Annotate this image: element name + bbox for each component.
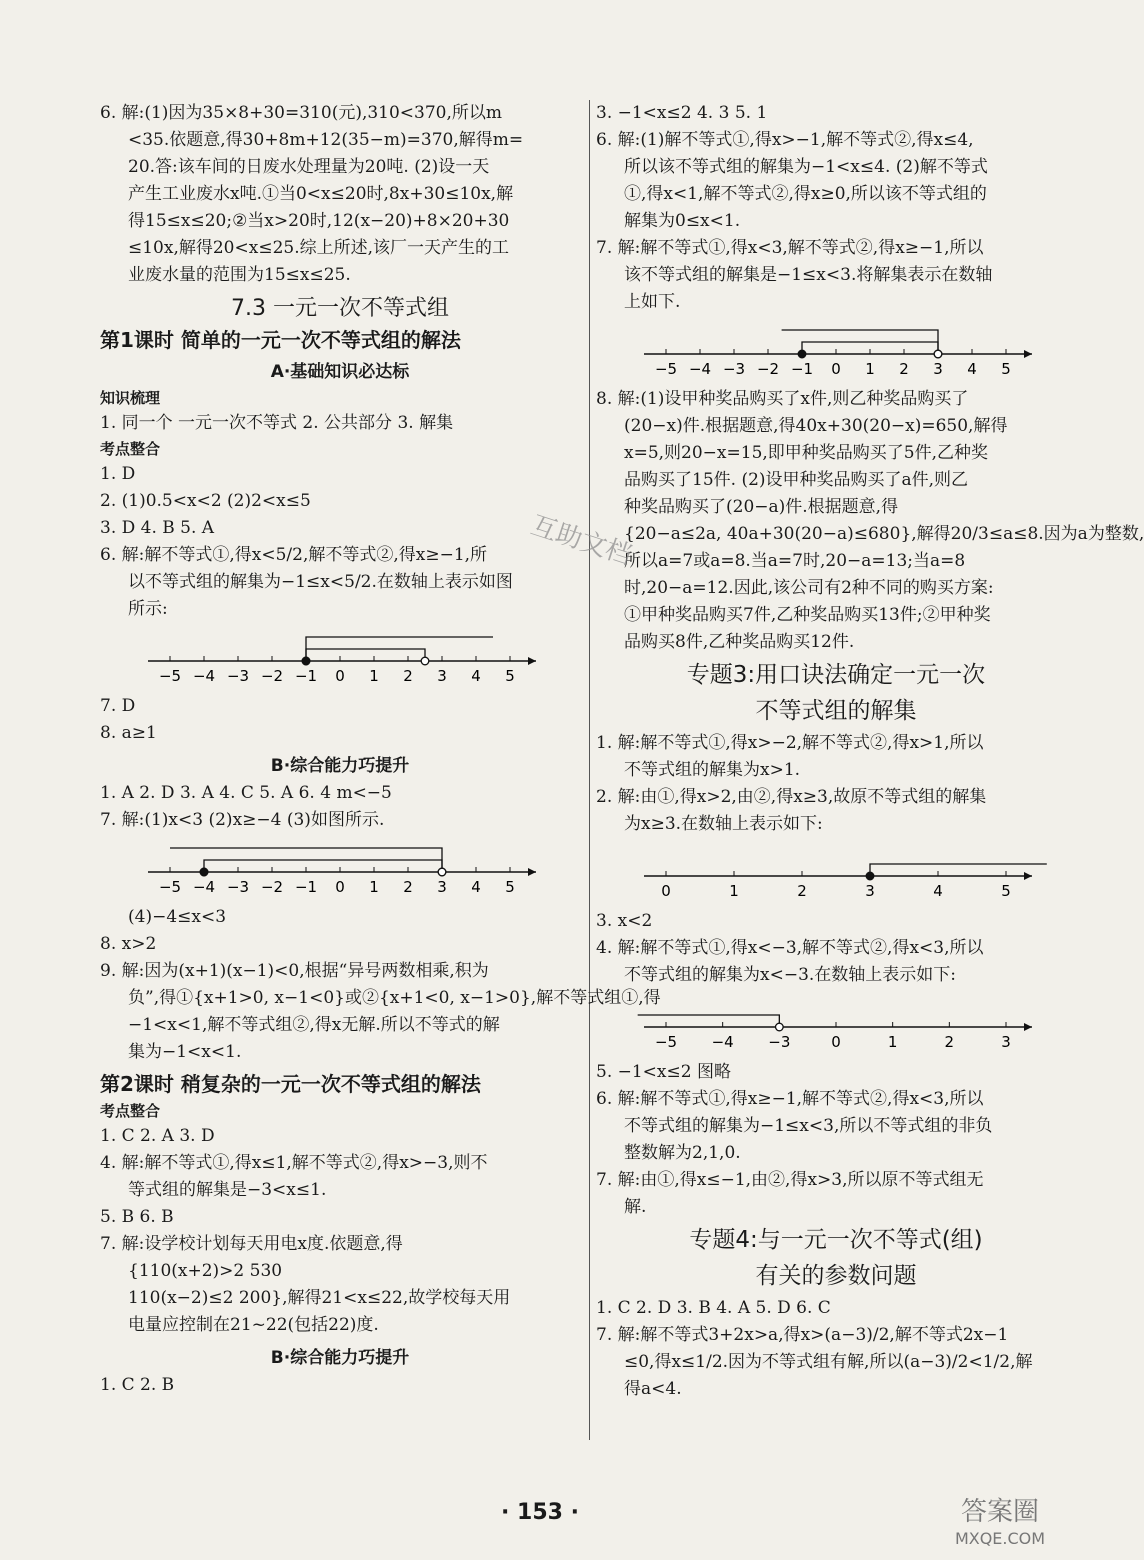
- answer-line: 5. −1<x≤2 图略: [596, 1062, 731, 1082]
- tick-label: 3: [1001, 1033, 1011, 1051]
- tick-label: 2: [944, 1033, 955, 1051]
- answer-line: 得15≤x≤20;②当x>20时,12(x−20)+8×20+30: [128, 211, 510, 231]
- tick-label: 5: [1001, 882, 1011, 900]
- tick-label: −2: [756, 360, 780, 378]
- tick-label: 1: [369, 878, 379, 896]
- tick-label: 3: [933, 360, 943, 378]
- answer-line: 6. 解:解不等式①,得x<5/2,解不等式②,得x≥−1,所: [100, 545, 488, 565]
- tick-label: 0: [335, 878, 345, 896]
- label-heading: 考点整合: [100, 440, 161, 458]
- answer-line: 为x≥3.在数轴上表示如下:: [624, 814, 823, 834]
- answer-line: x=5,则20−x=15,即甲种奖品购买了5件,乙种奖: [624, 443, 989, 463]
- lesson-title: 第1课时 简单的一元一次不等式组的解法: [100, 328, 461, 352]
- answer-line: 6. 解:(1)因为35×8+30=310(元),310<370,所以m: [100, 103, 503, 123]
- tick-label: −3: [226, 667, 250, 685]
- answer-line: 负”,得①{x+1>0, x−1<0}或②{x+1<0, x−1>0},解不等式组①,得: [128, 988, 661, 1008]
- tick-label: 2: [899, 360, 909, 378]
- topic-title: 有关的参数问题: [755, 1263, 917, 1289]
- tick-label: −1: [294, 667, 318, 685]
- answer-line: 电量应控制在21~22(包括22)度.: [128, 1315, 379, 1335]
- closed-endpoint: [866, 872, 874, 880]
- tick-label: −2: [260, 878, 284, 896]
- answer-line: 解.: [624, 1197, 647, 1217]
- open-endpoint: [438, 868, 446, 876]
- subsection-heading: B·综合能力巧提升: [270, 756, 410, 776]
- answer-line: 1. A 2. D 3. A 4. C 5. A 6. 4 m<−5: [100, 783, 392, 803]
- answer-line: 所以该不等式组的解集为−1<x≤4. (2)解不等式: [624, 157, 988, 177]
- tick-label: 5: [1001, 360, 1011, 378]
- logo-cn: 答案圈: [960, 1497, 1040, 1527]
- number-line: [636, 991, 1036, 1053]
- answer-line: 4. 解:解不等式①,得x≤1,解不等式②,得x>−3,则不: [100, 1153, 488, 1173]
- answer-line: 品购买了15件. (2)设甲种奖品购买了a件,则乙: [624, 470, 969, 490]
- tick-label: 5: [505, 667, 515, 685]
- number-line: [140, 836, 540, 898]
- number-line: [140, 625, 540, 687]
- column-divider: [589, 100, 590, 1440]
- tick-label: 5: [505, 878, 515, 896]
- answer-line: 110(x−2)≤2 200},解得21<x≤22,故学校每天用: [128, 1288, 511, 1308]
- tick-label: −3: [722, 360, 746, 378]
- answer-line: 3. D 4. B 5. A: [100, 518, 215, 538]
- closed-endpoint: [302, 657, 310, 665]
- number-line-arrow: [1024, 350, 1032, 358]
- answer-line: 所以a=7或a=8.当a=7时,20−a=13;当a=8: [624, 551, 966, 571]
- tick-label: 3: [437, 667, 447, 685]
- solution-bracket: [870, 864, 1047, 876]
- tick-label: −2: [260, 667, 284, 685]
- answer-line: 所示:: [128, 599, 168, 619]
- tick-label: −5: [158, 878, 182, 896]
- answer-line: 2. 解:由①,得x>2,由②,得x≥3,故原不等式组的解集: [596, 787, 987, 807]
- answer-line: ≤10x,解得20<x≤25.综上所述,该厂一天产生的工: [128, 238, 510, 258]
- tick-label: 1: [865, 360, 875, 378]
- answer-line: 5. B 6. B: [100, 1207, 174, 1227]
- answer-line: 7. D: [100, 696, 136, 716]
- closed-endpoint: [798, 350, 806, 358]
- answer-line: 等式组的解集是−3<x≤1.: [128, 1180, 327, 1200]
- number-line-arrow: [1024, 872, 1032, 880]
- answer-line: 8. a≥1: [100, 723, 157, 743]
- answer-line: 7. 解:解不等式3+2x>a,得x>(a−3)/2,解不等式2x−1: [596, 1325, 1009, 1345]
- tick-label: −4: [711, 1033, 734, 1051]
- answer-line: 8. x>2: [100, 934, 157, 954]
- answer-line: 品购买8件,乙种奖品购买12件.: [624, 632, 855, 652]
- number-line: [636, 318, 1036, 380]
- tick-label: 4: [471, 878, 481, 896]
- label-heading: 考点整合: [100, 1102, 161, 1120]
- answer-line: {110(x+2)>2 530: [128, 1261, 283, 1281]
- answer-line: {20−a≤2a, 40a+30(20−a)≤680},解得20/3≤a≤8.因为a为整数,: [624, 524, 1144, 544]
- answer-line: 6. 解:解不等式①,得x≥−1,解不等式②,得x<3,所以: [596, 1089, 984, 1109]
- number-line-arrow: [528, 657, 536, 665]
- answer-line: 4. 解:解不等式①,得x<−3,解不等式②,得x<3,所以: [596, 938, 984, 958]
- lesson-title: 第2课时 稍复杂的一元一次不等式组的解法: [100, 1072, 481, 1096]
- answer-line: 种奖品购买了(20−a)件.根据题意,得: [624, 497, 899, 517]
- right-column: [596, 100, 1144, 1403]
- tick-label: 3: [865, 882, 875, 900]
- open-endpoint: [934, 350, 942, 358]
- answer-line: 1. C 2. B: [100, 1375, 175, 1395]
- tick-label: 1: [887, 1033, 898, 1051]
- answer-line: <35.依题意,得30+8m+12(35−m)=370,解得m=: [128, 130, 524, 150]
- tick-label: −4: [192, 878, 216, 896]
- tick-label: −4: [688, 360, 712, 378]
- answer-line: 7. 解:解不等式①,得x<3,解不等式②,得x≥−1,所以: [596, 238, 984, 258]
- answer-line: (20−x)件.根据题意,得40x+30(20−x)=650,解得: [624, 416, 1008, 436]
- tick-label: 4: [967, 360, 977, 378]
- tick-label: 4: [933, 882, 943, 900]
- answer-line: 时,20−a=12.因此,该公司有2种不同的购买方案:: [624, 578, 994, 598]
- number-line-arrow: [528, 868, 536, 876]
- tick-label: −3: [768, 1033, 791, 1051]
- answer-line: 3. −1<x≤2 4. 3 5. 1: [596, 103, 768, 123]
- answer-line: 得a<4.: [624, 1379, 682, 1399]
- answer-line: 9. 解:因为(x+1)(x−1)<0,根据“异号两数相乘,积为: [100, 961, 489, 981]
- answer-line: −1<x<1,解不等式组②,得x无解.所以不等式的解: [128, 1015, 500, 1035]
- tick-label: 2: [403, 667, 413, 685]
- answer-line: 8. 解:(1)设甲种奖品购买了x件,则乙种奖品购买了: [596, 389, 969, 409]
- section-title: 7.3 一元一次不等式组: [231, 296, 449, 321]
- answer-line: 不等式组的解集为−1≤x<3,所以不等式组的非负: [624, 1116, 993, 1136]
- tick-label: 3: [437, 878, 447, 896]
- answer-line: ①甲种奖品购买7件,乙种奖品购买13件;②甲种奖: [624, 605, 991, 625]
- answer-line: 6. 解:(1)解不等式①,得x>−1,解不等式②,得x≤4,: [596, 130, 974, 150]
- answer-line: 该不等式组的解集是−1≤x<3.将解集表示在数轴: [624, 265, 993, 285]
- number-line-arrow: [1024, 1023, 1032, 1031]
- tick-label: −5: [654, 360, 678, 378]
- answer-line: 以不等式组的解集为−1≤x<5/2.在数轴上表示如图: [128, 572, 513, 592]
- page-number: · 153 ·: [501, 1500, 579, 1525]
- tick-label: −1: [294, 878, 318, 896]
- answer-line: ①,得x<1,解不等式②,得x≥0,所以该不等式组的: [624, 184, 987, 204]
- answer-line: 1. C 2. A 3. D: [100, 1126, 215, 1146]
- answer-line: 1. 解:解不等式①,得x>−2,解不等式②,得x>1,所以: [596, 733, 984, 753]
- solution-bracket: [306, 649, 425, 661]
- answer-line: 不等式组的解集为x<−3.在数轴上表示如下:: [624, 965, 957, 985]
- solution-bracket: [638, 1015, 780, 1027]
- subsection-heading: B·综合能力巧提升: [270, 1348, 410, 1368]
- open-endpoint: [776, 1023, 784, 1031]
- topic-title: 专题3:用口诀法确定一元一次: [686, 662, 986, 688]
- topic-title: 不等式组的解集: [755, 698, 917, 724]
- number-line: [636, 840, 1036, 902]
- answer-line: 3. x<2: [596, 911, 653, 931]
- answer-line: 7. 解:设学校计划每天用电x度.依题意,得: [100, 1234, 403, 1254]
- closed-endpoint: [200, 868, 208, 876]
- answer-line: 不等式组的解集为x>1.: [624, 760, 801, 780]
- answer-line: 7. 解:由①,得x≤−1,由②,得x>3,所以原不等式组无: [596, 1170, 984, 1190]
- answer-line: 集为−1<x<1.: [128, 1042, 242, 1062]
- answer-line: 20.答:该车间的日废水处理量为20吨. (2)设一天: [128, 157, 490, 177]
- site-logo: [930, 1490, 1070, 1550]
- tick-label: 2: [797, 882, 807, 900]
- tick-label: −5: [654, 1033, 678, 1051]
- tick-label: 4: [471, 667, 481, 685]
- tick-label: −3: [226, 878, 250, 896]
- tick-label: −4: [192, 667, 216, 685]
- answer-line: 业废水量的范围为15≤x≤25.: [128, 265, 351, 285]
- answer-line: 上如下.: [624, 292, 681, 312]
- answer-line: 2. (1)0.5<x<2 (2)2<x≤5: [100, 491, 311, 511]
- watermark: 互助文档: [527, 510, 636, 572]
- answer-line: 1. C 2. D 3. B 4. A 5. D 6. C: [596, 1298, 831, 1318]
- open-endpoint: [421, 657, 429, 665]
- answer-line: 解集为0≤x<1.: [624, 211, 741, 231]
- answer-line: 7. 解:(1)x<3 (2)x≥−4 (3)如图所示.: [100, 810, 385, 830]
- tick-label: 0: [661, 882, 671, 900]
- answer-line: (4)−4≤x<3: [128, 907, 227, 927]
- topic-title: 专题4:与一元一次不等式(组): [689, 1227, 983, 1253]
- tick-label: 1: [729, 882, 739, 900]
- answer-line: 整数解为2,1,0.: [624, 1143, 741, 1163]
- tick-label: 1: [369, 667, 379, 685]
- answer-line: 产生工业废水x吨.①当0<x≤20时,8x+30≤10x,解: [128, 184, 514, 204]
- tick-label: 0: [831, 1033, 841, 1051]
- tick-label: 2: [403, 878, 413, 896]
- tick-label: 0: [831, 360, 841, 378]
- tick-label: −5: [158, 667, 182, 685]
- subsection-heading: A·基础知识必达标: [270, 362, 410, 382]
- tick-label: −1: [790, 360, 814, 378]
- answer-line: 1. D: [100, 464, 136, 484]
- tick-label: 0: [335, 667, 345, 685]
- label-heading: 知识梳理: [100, 389, 161, 407]
- answer-line: 1. 同一个 一元一次不等式 2. 公共部分 3. 解集: [100, 413, 454, 433]
- logo-text: MXQE.COM: [954, 1529, 1046, 1548]
- answer-line: ≤0,得x≤1/2.因为不等式组有解,所以(a−3)/2<1/2,解: [624, 1352, 1033, 1372]
- solution-bracket: [204, 860, 442, 872]
